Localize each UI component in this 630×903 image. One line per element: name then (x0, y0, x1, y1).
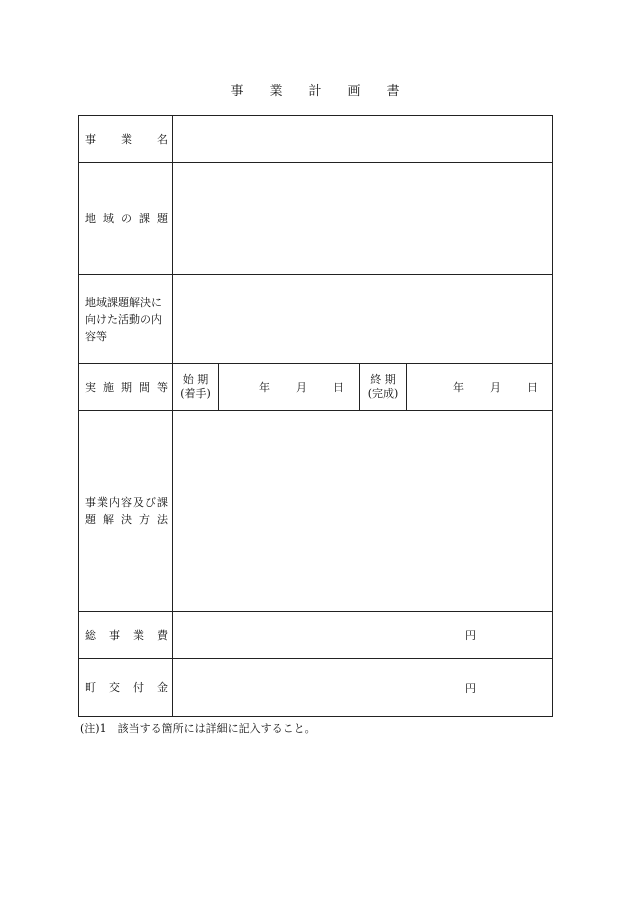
footnote: (注)1 該当する箇所には詳細に記入すること。 (80, 722, 316, 735)
row-project-name (79, 116, 553, 163)
start-month-label: 月 (296, 381, 307, 394)
end-label: 終 期 (370, 373, 396, 386)
start-sub-label: (着手) (180, 387, 211, 400)
row-activity (79, 275, 553, 364)
project-plan-table (78, 115, 553, 717)
end-day-label: 日 (527, 381, 538, 394)
label-activity: 地域課題解決に向けた活動の内容等 (79, 275, 173, 364)
label-town-grant: 町交付金 (79, 659, 173, 717)
label-total-cost: 総事業費 (79, 612, 173, 659)
end-month-label: 月 (490, 381, 501, 394)
label-regional-issue: 地域の課題 (79, 163, 173, 275)
row-total-cost (79, 612, 553, 659)
label-content: 事業内容及び課題解決方法 (79, 411, 173, 612)
start-date-field[interactable] (219, 364, 360, 411)
start-day-label: 日 (333, 381, 344, 394)
document-title: 事 業 計 画 書 (230, 84, 400, 99)
row-content (79, 411, 553, 612)
row-regional-issue (79, 163, 553, 275)
label-project-name: 事業名 (79, 116, 173, 163)
start-year-label: 年 (259, 381, 270, 394)
field-project-name[interactable] (173, 116, 553, 163)
row-town-grant (79, 659, 553, 717)
field-regional-issue[interactable] (173, 163, 553, 275)
end-date-field[interactable] (407, 364, 553, 411)
label-period: 実施期間等 (79, 364, 173, 411)
total-cost-currency: 円 (465, 629, 476, 642)
end-label-cell (360, 364, 407, 411)
end-sub-label: (完成) (367, 387, 399, 400)
row-period (79, 364, 553, 411)
end-year-label: 年 (453, 381, 464, 394)
field-town-grant[interactable] (173, 659, 553, 717)
town-grant-currency: 円 (465, 681, 476, 695)
field-content[interactable] (173, 411, 553, 612)
start-label: 始 期 (182, 373, 209, 386)
field-activity[interactable] (173, 275, 553, 364)
field-total-cost[interactable] (173, 612, 553, 659)
start-label-cell (173, 364, 219, 411)
